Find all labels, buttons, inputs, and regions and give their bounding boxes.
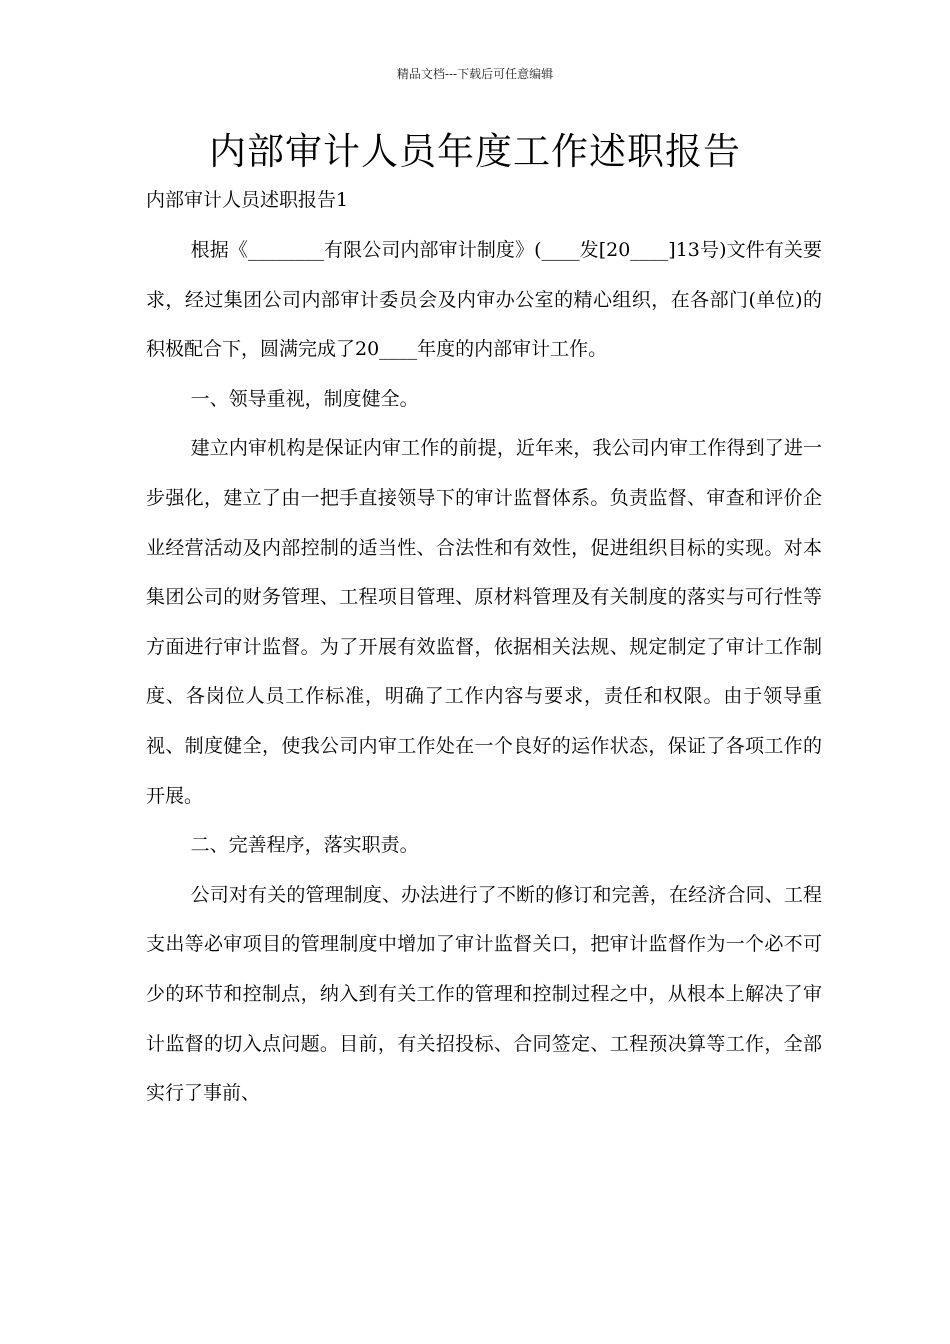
- paragraph-section-2: 公司对有关的管理制度、办法进行了不断的修订和完善，在经济合同、工程支出等必审项目的管理制度中增加了审计监督关口，把审计监督作为一个必不可少的环节和控制点，纳入到有关工作的管理和控制过程之中，从根本上解决了审计监督的切入点问题。目前，有关招投标、合同签定、工程预决算等工作，全部实行了事前、: [146, 883, 822, 1105]
- paragraph-intro: 根据《________有限公司内部审计制度》(____发[20____]13号)文件有关要求，经过集团公司内部审计委员会及内审办公室的精心组织，在各部门(单位)的积极配合下，圆满完成了20____年度的内部审计工作。: [146, 239, 822, 361]
- document-body: [146, 226, 822, 1119]
- section-heading-1: 一、领导重视，制度健全。: [190, 387, 419, 410]
- document-subtitle: 内部审计人员述职报告1: [146, 189, 349, 211]
- document-title: 内部审计人员年度工作述职报告: [209, 130, 741, 173]
- section-heading-2: 二、完善程序，落实职责。: [190, 834, 419, 857]
- header-note: 精品文档---下载后可任意编辑: [396, 67, 554, 81]
- paragraph-section-1: 建立内审机构是保证内审工作的前提，近年来，我公司内审工作得到了进一步强化，建立了由一把手直接领导下的审计监督体系。负责监督、审查和评价企业经营活动及内部控制的适当性、合法性和有效性，促进组织目标的实现。对本集团公司的财务管理、工程项目管理、原材料管理及有关制度的落实与可行性等方面进行审计监督。为了开展有效监督，依据相关法规、规定制定了审计工作制度、各岗位人员工作标准，明确了工作内容与要求，责任和权限。由于领导重视、制度健全，使我公司内审工作处在一个良好的运作状态，保证了各项工作的开展。: [146, 437, 822, 807]
